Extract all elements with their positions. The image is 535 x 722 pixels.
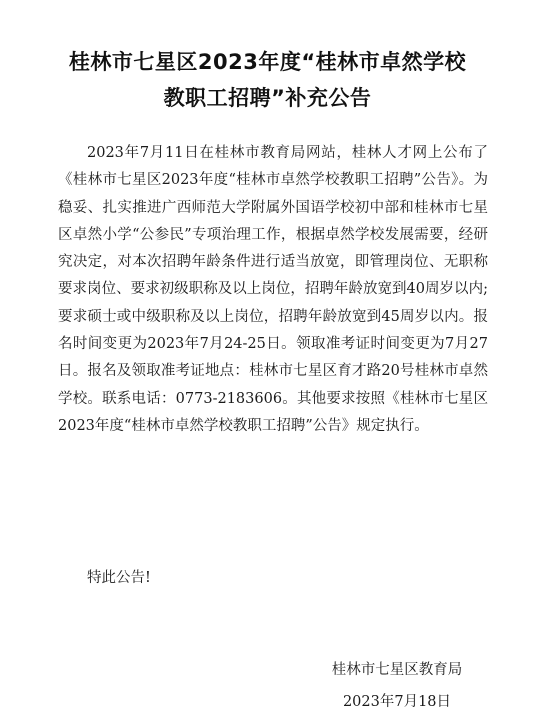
body-paragraph: 2023年7月11日在桂林市教育局网站，桂林人才网上公布了《桂林市七星区2023年度“桂林市卓然学校教职工招聘”公告》。为稳妥、扎实推进广西师范大学附属外国语学校初中部和桂林市七星区卓然小学“公参民”专项治理工作，根据卓然学校发展需要，经研究决定，对本次招聘年龄条件进行适当放宽，即管理岗位、无职称要求岗位、要求初级职称及以上岗位，招聘年龄放宽到40周岁以内;要求硕士或中级职称及以上岗位，招聘年龄放宽到45周岁以内。报名时间变更为2023年7月24-25日。领取准考证时间变更为7月27日。报名及领取准考证地点：桂林市七星区育才路20号桂林市卓然学校。联系电话：0773-2183606。其他要求按照《桂林市七星区2023年度“桂林市卓然学校教职工招聘”公告》规定执行。: [58, 145, 488, 434]
document-title-line-2: 教职工招聘”补充公告: [163, 86, 372, 110]
document-title-line-1: 桂林市七星区2023年度“桂林市卓然学校: [68, 50, 467, 74]
signature-date: 2023年7月18日: [342, 694, 452, 710]
document-body: [58, 140, 488, 440]
closing-statement: 特此公告!: [87, 570, 151, 586]
signature-organization: 桂林市七星区教育局: [331, 662, 463, 678]
